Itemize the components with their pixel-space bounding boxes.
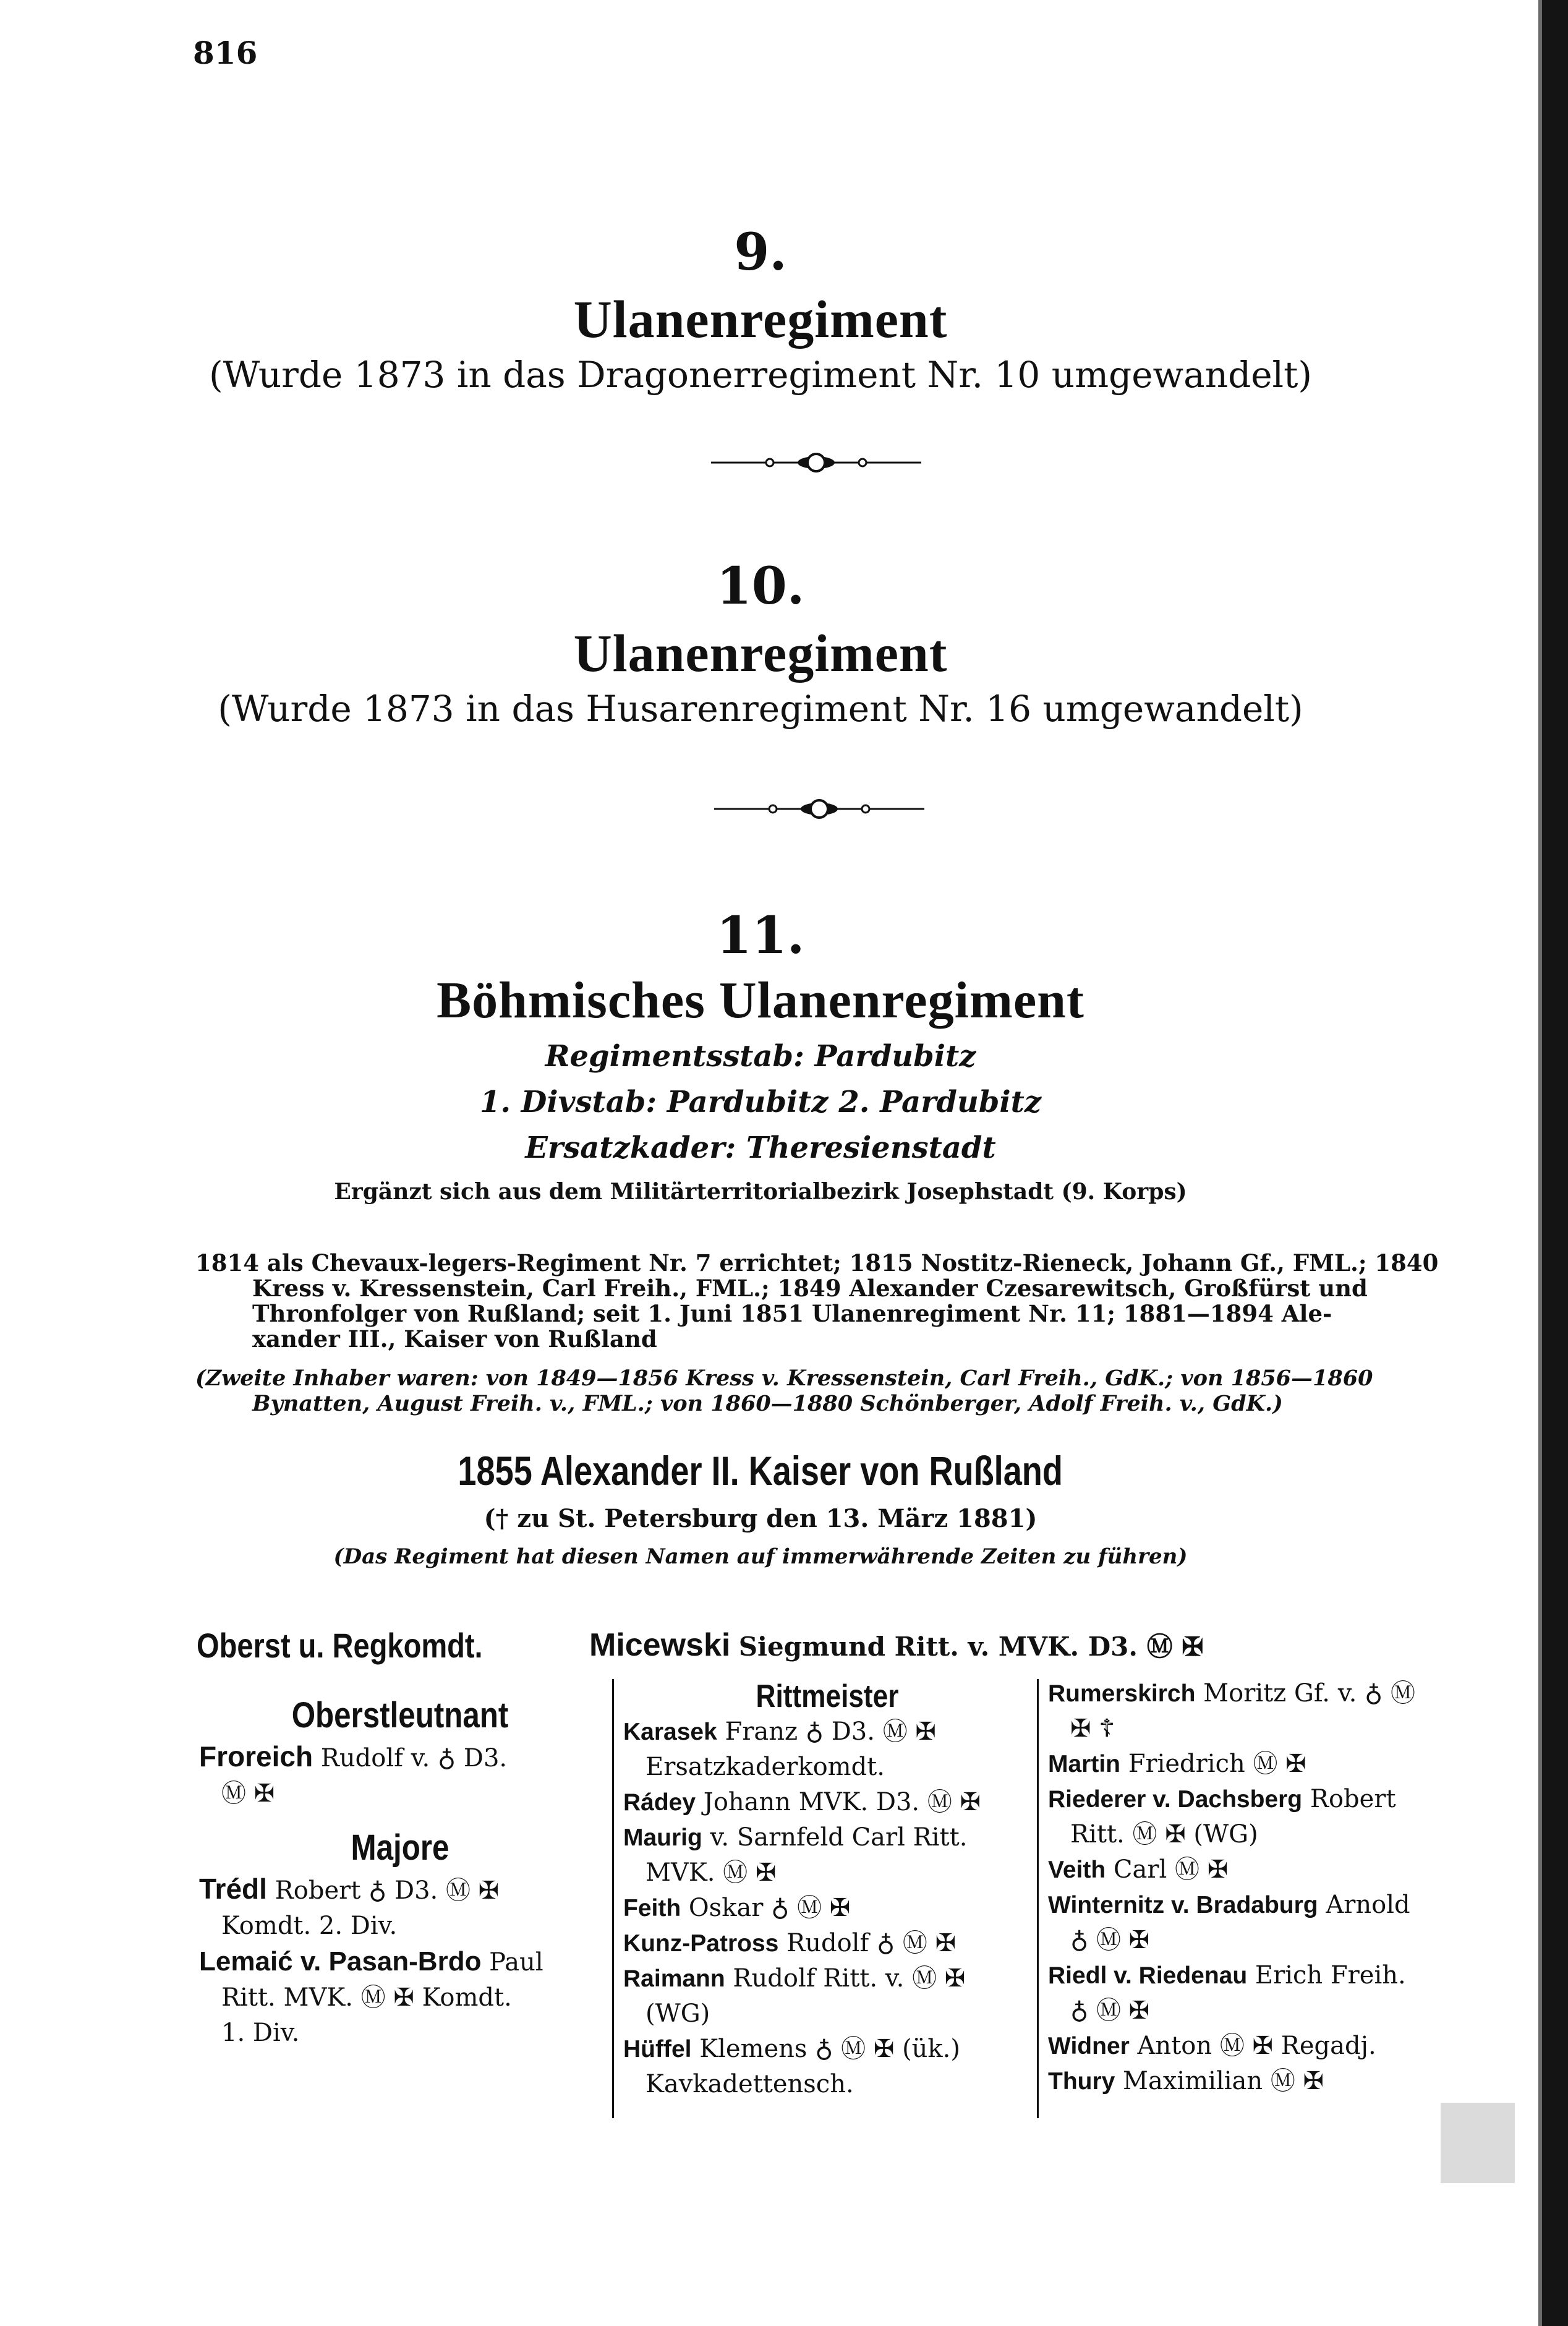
commander-details: Siegmund Ritt. v. MVK. D3. Ⓜ ✠ <box>738 1631 1204 1662</box>
section-subtitle: (Wurde 1873 in das Dragonerregiment Nr. 10 umgewandelt) <box>208 354 1313 396</box>
list-item: Rádey Johann MVK. D3. Ⓜ ✠ <box>623 1788 981 1816</box>
ersatzkader: Ersatzkader: Theresienstadt <box>525 1131 996 1165</box>
list-item: Ritt. Ⓜ ✠ (WG) <box>1070 1820 1258 1849</box>
history-line: Thronfolger von Rußland; seit 1. Juni 1851 Ulanenregiment Nr. 11; 1881—1894 Ale- <box>252 1300 1332 1327</box>
section-number: 10. <box>716 557 805 616</box>
section-title: Ulanenregiment <box>573 289 948 349</box>
regiment-name-note: (Das Regiment hat diesen Namen auf immerwährende Zeiten zu führen) <box>333 1544 1188 1569</box>
column-middle <box>623 1679 1031 2102</box>
section-11 <box>0 906 1521 1205</box>
list-item: Riederer v. Dachsberg Robert <box>1048 1785 1396 1813</box>
scan-edge <box>1542 0 1568 2326</box>
list-item: MVK. Ⓜ ✠ <box>646 1858 777 1887</box>
column-rule <box>612 1679 614 2118</box>
list-item: Raimann Rudolf Ritt. v. Ⓜ ✠ <box>623 1964 966 1993</box>
commander-line <box>589 1627 1203 1664</box>
section-number: 11. <box>716 906 805 965</box>
list-item: Thury Maximilian Ⓜ ✠ <box>1048 2067 1324 2095</box>
column-rule <box>1037 1679 1039 2118</box>
ornament-divider <box>711 450 921 475</box>
majore-header: Majore <box>351 1828 450 1868</box>
column-left <box>199 1695 601 2051</box>
regimentsstab: Regimentsstab: Pardubitz <box>545 1039 976 1074</box>
section-9 <box>0 223 1521 396</box>
list-item: Kavkadettensch. <box>646 2070 854 2098</box>
list-item: Kunz-Patross Rudolf ♁ Ⓜ ✠ <box>623 1929 957 1957</box>
list-item: Veith Carl Ⓜ ✠ <box>1048 1855 1229 1884</box>
list-item: ♁ Ⓜ ✠ <box>1070 1996 1150 2025</box>
list-item: ♁ Ⓜ ✠ <box>1070 1926 1150 1954</box>
list-item: Riedl v. Riedenau Erich Freih. <box>1048 1961 1406 1990</box>
inhaber-block <box>0 1447 1521 1569</box>
oberstleutnant-header: Oberstleutnant <box>291 1695 509 1735</box>
divisionsstab: 1. Divstab: Pardubitz 2. Pardubitz <box>479 1085 1042 1119</box>
section-number: 9. <box>734 223 787 282</box>
ergaenzungsbezirk: Ergänzt sich aus dem Militärterritorialbezirk Josephstadt (9. Korps) <box>334 1179 1187 1205</box>
list-item: Trédl Robert ♁ D3. Ⓜ ✠ <box>199 1873 500 1905</box>
list-item: Martin Friedrich Ⓜ ✠ <box>1048 1750 1306 1778</box>
regiment-history <box>195 1251 1454 1352</box>
rittmeister-header: Rittmeister <box>756 1678 899 1714</box>
list-item: Feith Oskar ♁ Ⓜ ✠ <box>623 1894 851 1922</box>
history-line: 1814 als Chevaux-legers-Regiment Nr. 7 errichtet; 1815 Nostitz-Rieneck, Johann Gf., FML.; 1840 <box>195 1249 1439 1276</box>
section-10 <box>0 557 1521 730</box>
scan-edge-shadow <box>1538 0 1542 2326</box>
list-item: Karasek Franz ♁ D3. Ⓜ ✠ <box>623 1717 936 1746</box>
list-item: Hüffel Klemens ♁ Ⓜ ✠ (ük.) <box>623 2035 960 2063</box>
list-item: ✠ ☦ <box>1070 1714 1115 1743</box>
history-line: Kress v. Kressenstein, Carl Freih., FML.; 1849 Alexander Czesarewitsch, Großfürst und <box>252 1275 1368 1302</box>
ornament-divider <box>714 797 924 821</box>
note-line: Bynatten, August Freih. v., FML.; von 1860—1880 Schönberger, Adolf Freih. v., GdK.) <box>252 1391 1283 1416</box>
column-right <box>1048 1676 1462 2099</box>
list-item: Ersatzkaderkomdt. <box>646 1753 885 1781</box>
scan-artifact <box>1441 2103 1515 2183</box>
list-item: Ⓜ ✠ <box>221 1779 275 1808</box>
list-item: Lemaić v. Pasan-Brdo Paul <box>199 1946 543 1977</box>
list-item: Ritt. MVK. Ⓜ ✠ Komdt. <box>221 1983 512 2012</box>
list-item: (WG) <box>646 1999 710 2028</box>
second-owners-note <box>195 1366 1454 1416</box>
inhaber-death: († zu St. Petersburg den 13. März 1881) <box>484 1504 1038 1533</box>
section-subtitle: (Wurde 1873 in das Husarenregiment Nr. 16 umgewandelt) <box>218 688 1303 730</box>
list-item: Rumerskirch Moritz Gf. v. ♁ Ⓜ <box>1048 1679 1415 1708</box>
list-item: Komdt. 2. Div. <box>221 1912 398 1940</box>
history-line: xander III., Kaiser von Rußland <box>252 1325 657 1353</box>
commander-rank: Oberst u. Regkomdt. <box>197 1626 483 1665</box>
page-number: 816 <box>193 35 258 71</box>
section-title: Böhmisches Ulanenregiment <box>437 972 1084 1029</box>
commander-name: Micewski <box>589 1627 731 1663</box>
list-item: 1. Div. <box>221 2019 300 2047</box>
list-item: Winternitz v. Bradaburg Arnold <box>1048 1891 1410 1919</box>
list-item: Maurig v. Sarnfeld Carl Ritt. <box>623 1823 968 1852</box>
list-item: Widner Anton Ⓜ ✠ Regadj. <box>1048 2032 1376 2060</box>
list-item: Froreich Rudolf v. ♁ D3. <box>199 1740 508 1772</box>
section-title: Ulanenregiment <box>573 623 948 683</box>
inhaber-name: 1855 Alexander II. Kaiser von Rußland <box>458 1448 1063 1494</box>
note-line: (Zweite Inhaber waren: von 1849—1856 Kress v. Kressenstein, Carl Freih., GdK.; von 1856—1860 <box>195 1366 1373 1391</box>
